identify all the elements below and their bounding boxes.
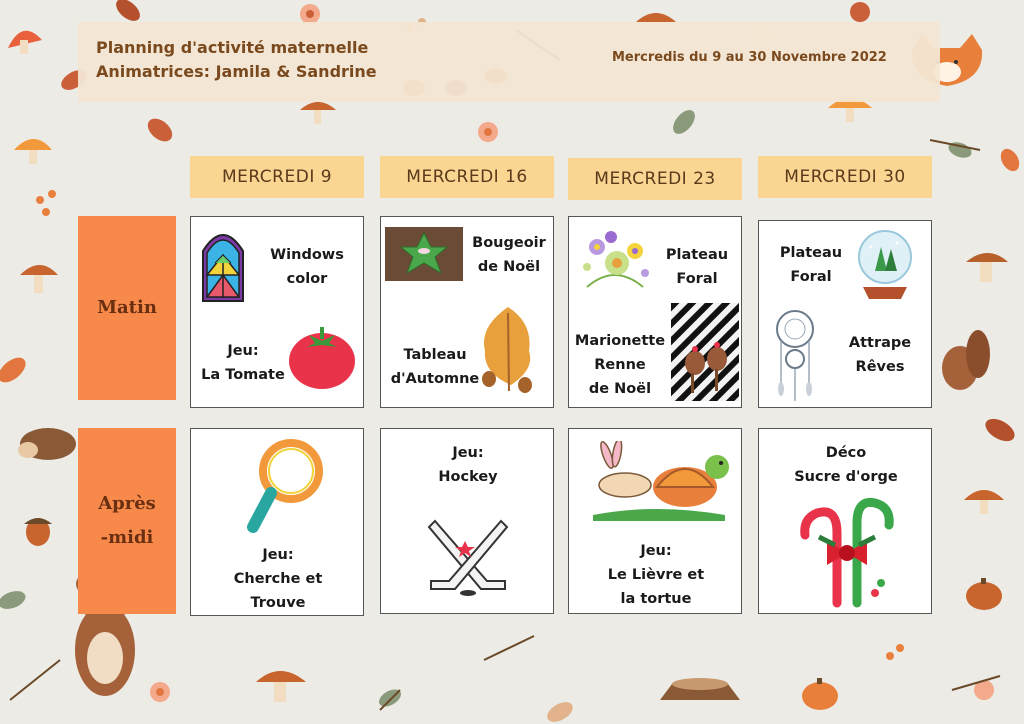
row-label-matin: Matin (78, 216, 176, 400)
hare-and-tortoise-icon (585, 441, 731, 523)
cell-matin-mercredi-30 (758, 220, 932, 408)
hedgehog-icon (18, 428, 76, 460)
day-header-mercredi-16: MERCREDI 16 (380, 156, 554, 198)
star-candle-holder-icon (385, 227, 463, 281)
activity-jeu-hockey: Jeu: Hockey (438, 445, 498, 485)
activity-bougeoir-de-noel: Bougeoir de Noël (472, 235, 546, 275)
hockey-sticks-icon (415, 517, 521, 601)
cell-apres-midi-mercredi-9 (190, 428, 364, 616)
cell-apres-midi-mercredi-23 (568, 428, 742, 614)
row-label-apres-midi: Après -midi (78, 428, 176, 614)
cell-matin-mercredi-9 (190, 216, 364, 408)
activity-cherche-et-trouve: Jeu: Cherche et Trouve (233, 547, 323, 611)
day-header-mercredi-30: MERCREDI 30 (758, 156, 932, 198)
flower-bouquet-icon (577, 223, 653, 295)
squirrel-icon (942, 330, 990, 390)
reindeer-puppet-photo-icon (671, 303, 739, 401)
activity-plateau-foral-30: Plateau Foral (779, 245, 843, 285)
header-title (96, 36, 377, 84)
activity-le-lievre-et-la-tortue: Jeu: Le Lièvre et la tortue (607, 543, 705, 607)
cell-apres-midi-mercredi-30 (758, 428, 932, 614)
stained-glass-icon (201, 225, 245, 303)
activity-marionette-renne: Marionette Renne de Noël (574, 333, 666, 397)
date-range: Mercredis du 9 au 30 Novembre 2022 (612, 50, 887, 65)
day-header-mercredi-9: MERCREDI 9 (190, 156, 364, 198)
planning-title: Planning d'activité maternelle (96, 38, 369, 57)
candy-cane-icon (797, 493, 897, 609)
activity-plateau-foral-23: Plateau Foral (665, 247, 729, 287)
cell-matin-mercredi-23 (568, 216, 742, 408)
snow-globe-icon (853, 227, 917, 303)
animatrices-line: Animatrices: Jamila & Sandrine (96, 62, 377, 81)
day-header-mercredi-23: MERCREDI 23 (568, 158, 742, 200)
cell-matin-mercredi-16 (380, 216, 554, 408)
dreamcatcher-icon (773, 307, 817, 403)
activity-jeu-la-tomate: Jeu: La Tomate (201, 343, 285, 383)
tomato-icon (287, 321, 357, 391)
magnifying-glass-icon (239, 435, 329, 539)
tree-stump-icon (660, 678, 740, 700)
autumn-leaf-icon (473, 303, 543, 395)
acorn-icon (24, 518, 52, 546)
activity-tableau-d-automne: Tableau d'Automne (390, 347, 480, 387)
activity-deco-sucre-d-orge: Déco Sucre d'orge (794, 445, 898, 485)
cell-apres-midi-mercredi-16 (380, 428, 554, 614)
activity-windows-color: Windows color (270, 247, 344, 287)
activity-attrape-reves: Attrape Rêves (848, 335, 912, 375)
